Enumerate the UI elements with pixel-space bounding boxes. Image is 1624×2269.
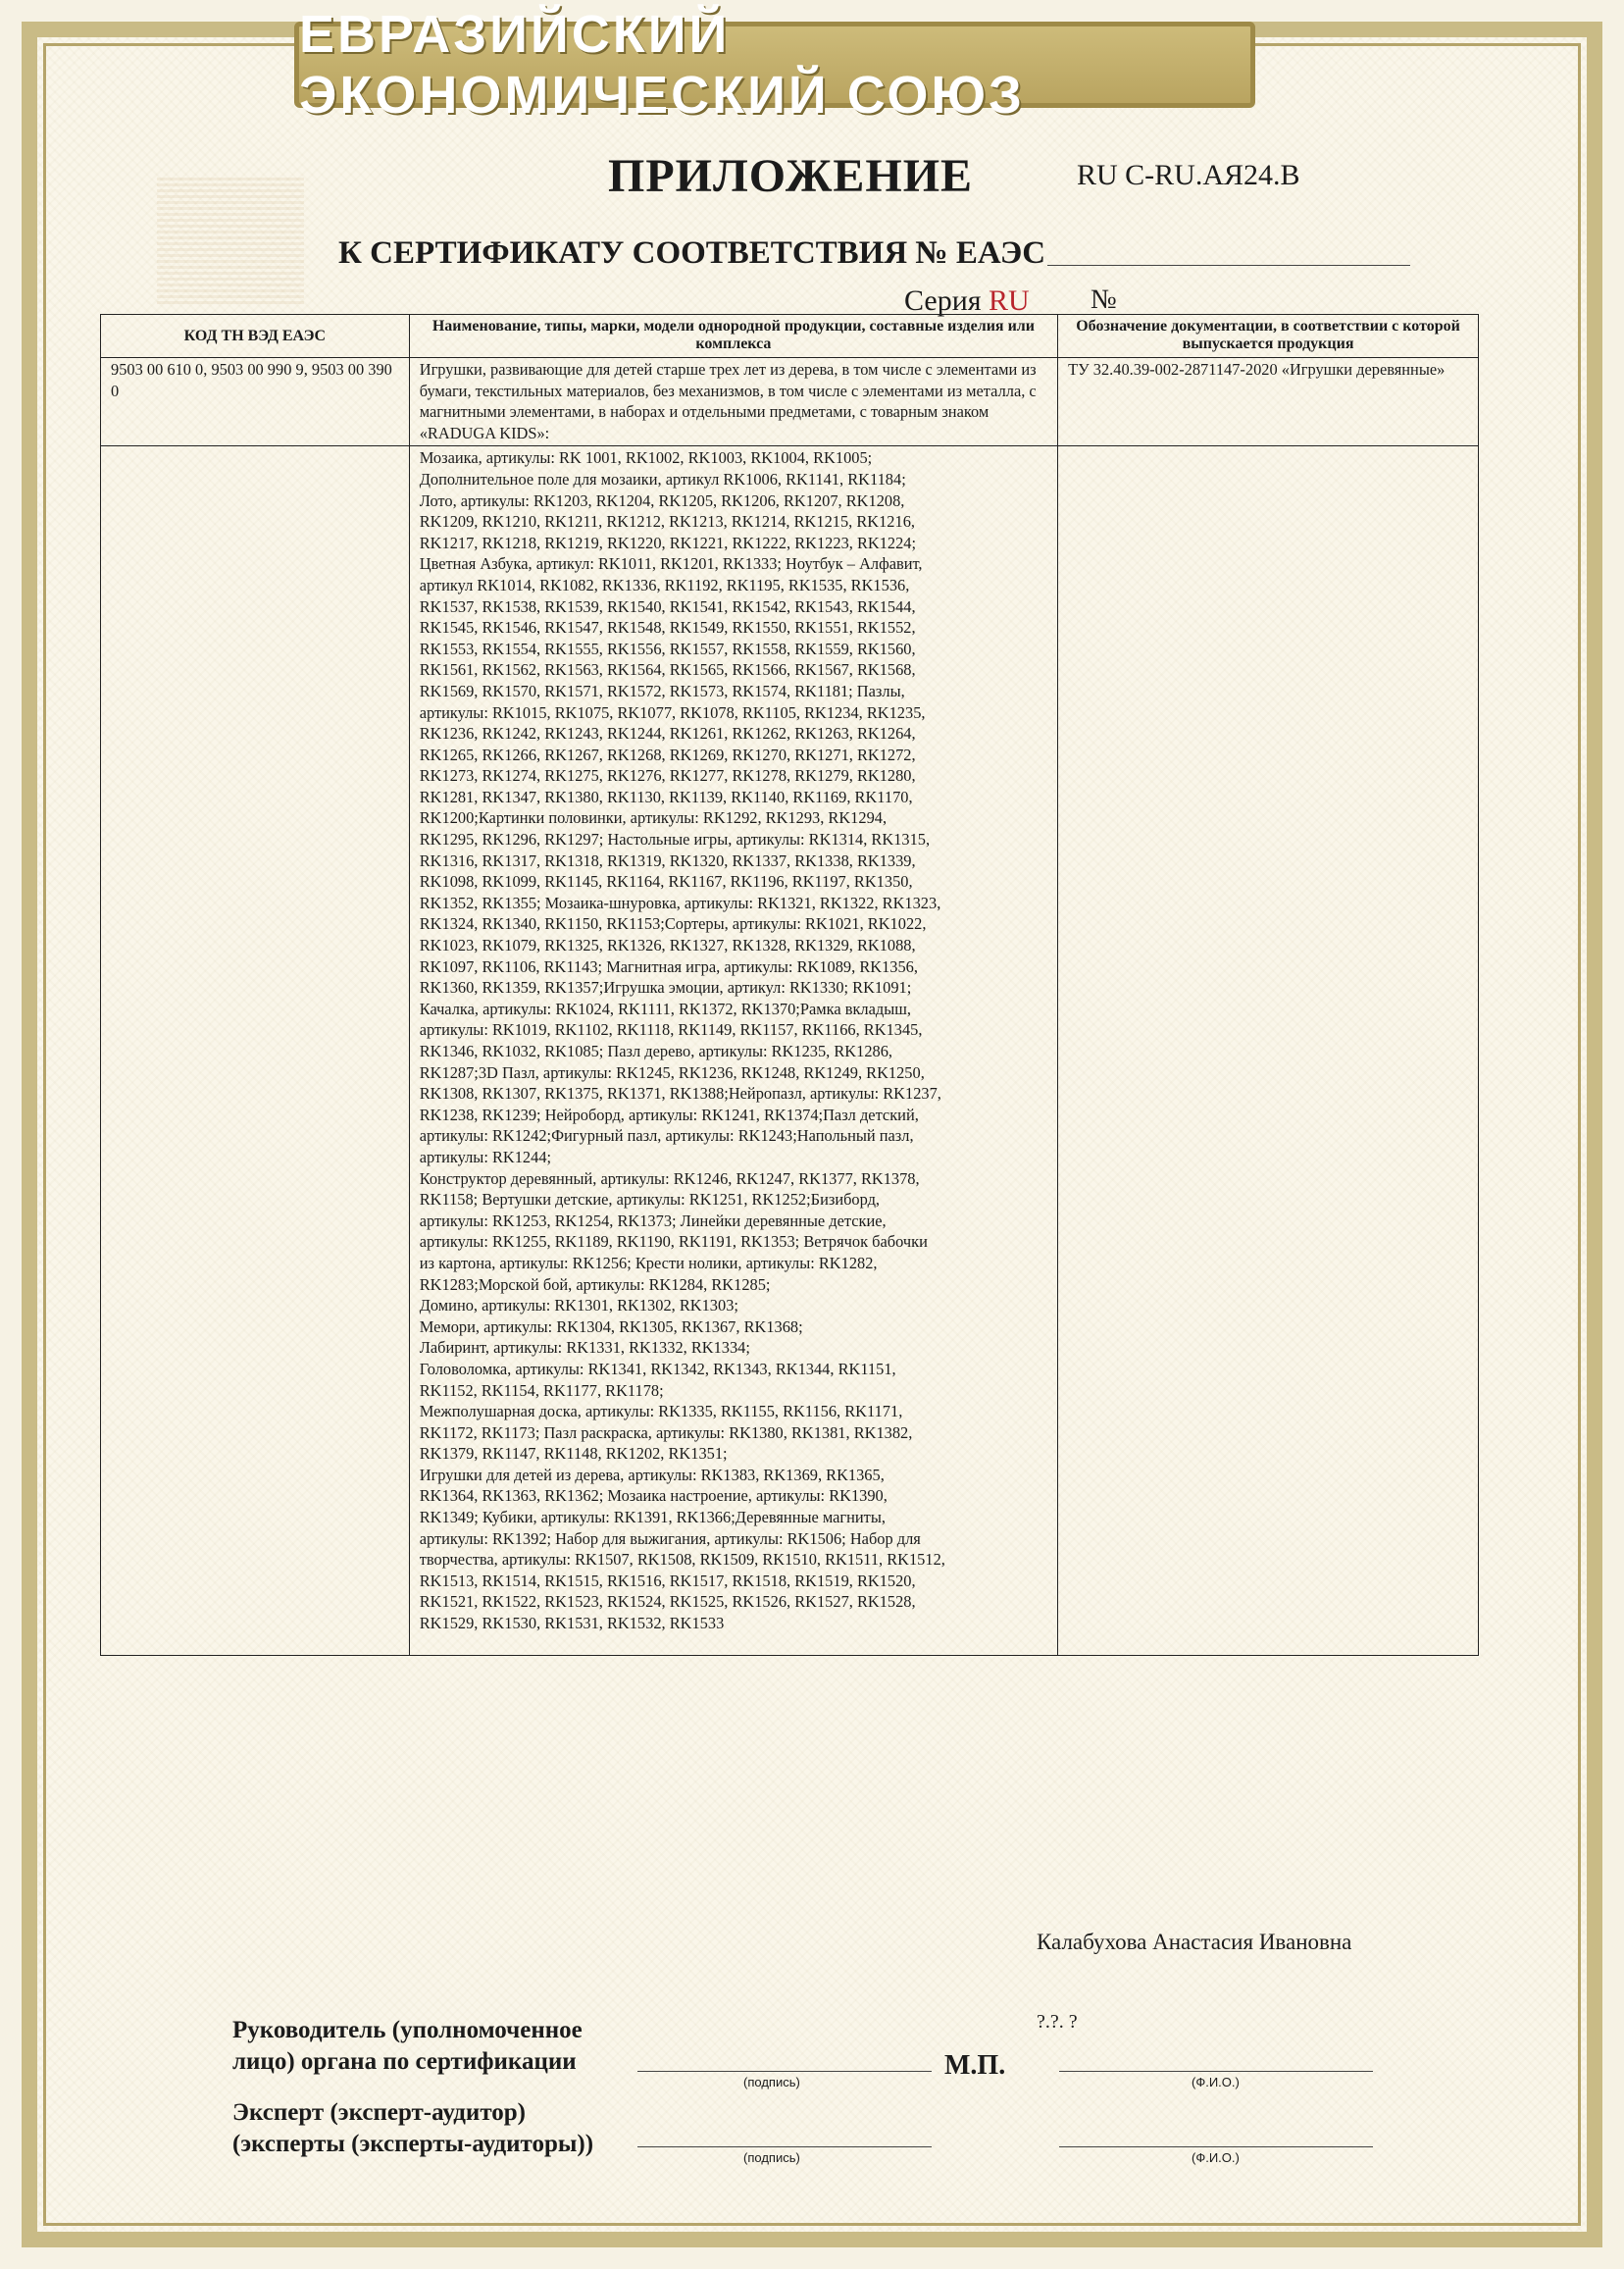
product-list-line: RK1379, RK1147, RK1148, RK1202, RK1351; bbox=[419, 1444, 728, 1464]
certificate-code: RU C-RU.АЯ24.В bbox=[1077, 159, 1300, 191]
product-list-line: Головоломка, артикулы: RK1341, RK1342, RK1343, RK1344, RK1151, bbox=[419, 1359, 896, 1378]
head-label bbox=[232, 2015, 583, 2078]
product-list-line: RK1209, RK1210, RK1211, RK1212, RK1213, RK1214, RK1215, RK1216, bbox=[419, 512, 915, 532]
series-label: Серия bbox=[904, 284, 982, 317]
expert-label-line-1: Эксперт (эксперт-аудитор) bbox=[232, 2099, 527, 2126]
certificate-subtitle: К СЕРТИФИКАТУ СООТВЕТСТВИЯ № ЕАЭС bbox=[338, 235, 1046, 271]
table-header-row bbox=[101, 315, 1479, 358]
product-list-line: RK1352, RK1355; Мозаика-шнуровка, артикулы: RK1321, RK1322, RK1323, bbox=[419, 893, 941, 912]
product-list-line: Игрушки для детей из дерева, артикулы: RK1383, RK1369, RK1365, bbox=[419, 1465, 885, 1484]
product-list-line: RK1308, RK1307, RK1375, RK1371, RK1388;Нейропазл, артикулы: RK1237, bbox=[419, 1084, 941, 1104]
product-list-line: Межполушарная доска, артикулы: RK1335, RK1155, RK1156, RK1171, bbox=[419, 1402, 903, 1421]
row1-doc: ТУ 32.40.39-002-2871147-2020 «Игрушки деревянные» bbox=[1058, 358, 1479, 446]
expert-signature-line bbox=[637, 2146, 932, 2147]
header-code: КОД ТН ВЭД ЕАЭС bbox=[101, 315, 410, 358]
product-list-line: RK1349; Кубики, артикулы: RK1391, RK1366;Деревянные магниты, bbox=[419, 1508, 886, 1527]
product-list-line: RK1364, RK1363, RK1362; Мозаика настроение, артикулы: RK1390, bbox=[419, 1486, 888, 1506]
row2-name bbox=[409, 446, 1057, 1656]
product-list-line: RK1360, RK1359, RK1357;Игрушка эмоции, артикул: RK1330; RK1091; bbox=[419, 978, 912, 998]
head-label-line-1: Руководитель (уполномоченное bbox=[232, 2017, 583, 2043]
banner-text: ЕВРАЗИЙСКИЙ ЭКОНОМИЧЕСКИЙ СОЮЗ bbox=[299, 5, 1025, 125]
product-list-line: RK1217, RK1218, RK1219, RK1220, RK1221, RK1222, RK1223, RK1224; bbox=[419, 533, 917, 552]
product-list-line: артикулы: RK1392; Набор для выжигания, артикулы: RK1506; Набор для bbox=[419, 1528, 921, 1548]
product-list-line: RK1569, RK1570, RK1571, RK1572, RK1573, RK1574, RK1181; Пазлы, bbox=[419, 681, 905, 700]
product-list-line: из картона, артикулы: RK1256; Крести нолики, артикулы: RK1282, bbox=[419, 1253, 878, 1272]
product-list-line: артикулы: RK1242;Фигурный пазл, артикулы: RK1243;Напольный пазл, bbox=[419, 1126, 914, 1146]
product-list-line: RK1513, RK1514, RK1515, RK1516, RK1517, RK1518, RK1519, RK1520, bbox=[419, 1571, 916, 1590]
product-list-line: RK1023, RK1079, RK1325, RK1326, RK1327, RK1328, RK1329, RK1088, bbox=[419, 936, 916, 955]
number-sign: № bbox=[1091, 284, 1117, 315]
product-list-line: Конструктор деревянный, артикулы: RK1246, RK1247, RK1377, RK1378, bbox=[419, 1168, 920, 1188]
head-signature-caption: (подпись) bbox=[743, 2075, 800, 2089]
products-table bbox=[100, 314, 1479, 1656]
product-list-line: артикулы: RK1244; bbox=[419, 1147, 552, 1166]
stamp-place: М.П. bbox=[944, 2050, 1006, 2081]
table-row bbox=[101, 446, 1479, 1656]
product-list-line: RK1281, RK1347, RK1380, RK1130, RK1139, RK1140, RK1169, RK1170, bbox=[419, 787, 913, 806]
expert-signature-caption: (подпись) bbox=[743, 2150, 800, 2165]
row1-code: 9503 00 610 0, 9503 00 990 9, 9503 00 390 0 bbox=[101, 358, 410, 446]
header-doc: Обозначение документации, в соответствии с которой выпускается продукция bbox=[1058, 315, 1479, 358]
head-initials: ?.?. ? bbox=[1037, 2011, 1078, 2033]
product-list-line: Лабиринт, артикулы: RK1331, RK1332, RK1334; bbox=[419, 1338, 750, 1358]
head-signature-line bbox=[637, 2071, 932, 2072]
row1-name: Игрушки, развивающие для детей старше трех лет из дерева, в том числе с элементами из бумаги, текстильных материалов, без механизмов, в том числе с элементами из металла, с магнитными элементами, в наборах и отдельными предметами, с товарным знаком «RADUGA KIDS»: bbox=[409, 358, 1057, 446]
product-list-line: RK1238, RK1239; Нейроборд, артикулы: RK1241, RK1374;Пазл детский, bbox=[419, 1105, 919, 1124]
product-list-line: Домино, артикулы: RK1301, RK1302, RK1303; bbox=[419, 1296, 738, 1315]
product-list-line: RK1273, RK1274, RK1275, RK1276, RK1277, RK1278, RK1279, RK1280, bbox=[419, 766, 916, 786]
product-list-line: RK1172, RK1173; Пазл раскраска, артикулы: RK1380, RK1381, RK1382, bbox=[419, 1422, 913, 1442]
product-list-line: Лото, артикулы: RK1203, RK1204, RK1205, RK1206, RK1207, RK1208, bbox=[419, 490, 905, 510]
product-list-line: артикулы: RK1019, RK1102, RK1118, RK1149, RK1157, RK1166, RK1345, bbox=[419, 1020, 923, 1040]
product-list-line: RK1537, RK1538, RK1539, RK1540, RK1541, RK1542, RK1543, RK1544, bbox=[419, 596, 916, 616]
product-list-line: RK1236, RK1242, RK1243, RK1244, RK1261, RK1262, RK1263, RK1264, bbox=[419, 724, 916, 744]
head-fio-caption: (Ф.И.О.) bbox=[1192, 2075, 1240, 2089]
head-fio-line bbox=[1059, 2071, 1373, 2072]
product-list-line: RK1295, RK1296, RK1297; Настольные игры, артикулы: RK1314, RK1315, bbox=[419, 830, 931, 850]
product-list-line: артикулы: RK1015, RK1075, RK1077, RK1078, RK1105, RK1234, RK1235, bbox=[419, 702, 926, 722]
product-list-line: RK1200;Картинки половинки, артикулы: RK1292, RK1293, RK1294, bbox=[419, 808, 888, 828]
product-list-line: RK1346, RK1032, RK1085; Пазл дерево, артикулы: RK1235, RK1286, bbox=[419, 1042, 893, 1060]
product-list-line: Цветная Азбука, артикул: RK1011, RK1201, RK1333; Ноутбук – Алфавит, bbox=[419, 554, 923, 574]
expert-fio-line bbox=[1059, 2146, 1373, 2147]
product-list-line: RK1324, RK1340, RK1150, RK1153;Сортеры, артикулы: RK1021, RK1022, bbox=[419, 914, 927, 934]
product-list-line: RK1561, RK1562, RK1563, RK1564, RK1565, RK1566, RK1567, RK1568, bbox=[419, 660, 916, 680]
head-label-line-2: лицо) органа по сертификации bbox=[232, 2048, 577, 2075]
product-list-line: RK1152, RK1154, RK1177, RK1178; bbox=[419, 1380, 664, 1400]
product-list-line: RK1521, RK1522, RK1523, RK1524, RK1525, RK1526, RK1527, RK1528, bbox=[419, 1592, 916, 1612]
product-list-line: артикулы: RK1253, RK1254, RK1373; Линейки деревянные детские, bbox=[419, 1211, 887, 1230]
product-list-line: Мемори, артикулы: RK1304, RK1305, RK1367, RK1368; bbox=[419, 1316, 803, 1336]
product-list-line: артикулы: RK1255, RK1189, RK1190, RK1191, RK1353; Ветрячок бабочки bbox=[419, 1232, 928, 1252]
product-list-line: творчества, артикулы: RK1507, RK1508, RK1509, RK1510, RK1511, RK1512, bbox=[419, 1550, 945, 1570]
expert-label bbox=[232, 2097, 593, 2160]
product-list-line: RK1545, RK1546, RK1547, RK1548, RK1549, RK1550, RK1551, RK1552, bbox=[419, 618, 916, 638]
head-name: Калабухова Анастасия Ивановна bbox=[1037, 1930, 1352, 1954]
union-banner bbox=[294, 5, 1255, 125]
product-list-line: RK1283;Морской бой, артикулы: RK1284, RK1285; bbox=[419, 1274, 771, 1294]
product-list-line: RK1529, RK1530, RK1531, RK1532, RK1533 bbox=[419, 1614, 725, 1633]
series-block bbox=[904, 284, 1030, 318]
product-list-line: Дополнительное поле для мозаики, артикул RK1006, RK1141, RK1184; bbox=[419, 469, 906, 489]
product-list-line: RK1098, RK1099, RK1145, RK1164, RK1167, RK1196, RK1197, RK1350, bbox=[419, 872, 913, 892]
header-name: Наименование, типы, марки, модели однородной продукции, составные изделия или комплекса bbox=[409, 315, 1057, 358]
product-list-line: RK1287;3D Пазл, артикулы: RK1245, RK1236, RK1248, RK1249, RK1250, bbox=[419, 1062, 925, 1082]
hologram-pattern bbox=[157, 177, 304, 304]
series-value: RU bbox=[989, 284, 1030, 317]
certificate-number-line bbox=[1047, 265, 1410, 266]
product-list-line: RK1553, RK1554, RK1555, RK1556, RK1557, RK1558, RK1559, RK1560, bbox=[419, 639, 916, 658]
expert-fio-caption: (Ф.И.О.) bbox=[1192, 2150, 1240, 2165]
product-list-line: артикул RK1014, RK1082, RK1336, RK1192, RK1195, RK1535, RK1536, bbox=[419, 575, 910, 594]
product-list-line: Мозаика, артикулы: RK 1001, RK1002, RK1003, RK1004, RK1005; bbox=[419, 448, 873, 468]
product-list-line: RK1265, RK1266, RK1267, RK1268, RK1269, RK1270, RK1271, RK1272, bbox=[419, 745, 916, 764]
page-title: ПРИЛОЖЕНИЕ bbox=[608, 150, 974, 202]
product-list-line: RK1316, RK1317, RK1318, RK1319, RK1320, RK1337, RK1338, RK1339, bbox=[419, 851, 916, 870]
row2-code bbox=[101, 446, 410, 1656]
row2-doc bbox=[1058, 446, 1479, 1656]
product-list-line: RK1097, RK1106, RK1143; Магнитная игра, артикулы: RK1089, RK1356, bbox=[419, 956, 918, 976]
table-row bbox=[101, 358, 1479, 446]
product-list-line: Качалка, артикулы: RK1024, RK1111, RK1372, RK1370;Рамка вкладыш, bbox=[419, 999, 911, 1018]
expert-label-line-2: (эксперты (эксперты-аудиторы)) bbox=[232, 2131, 594, 2157]
product-list-line: RK1158; Вертушки детские, артикулы: RK1251, RK1252;Бизиборд, bbox=[419, 1190, 881, 1210]
